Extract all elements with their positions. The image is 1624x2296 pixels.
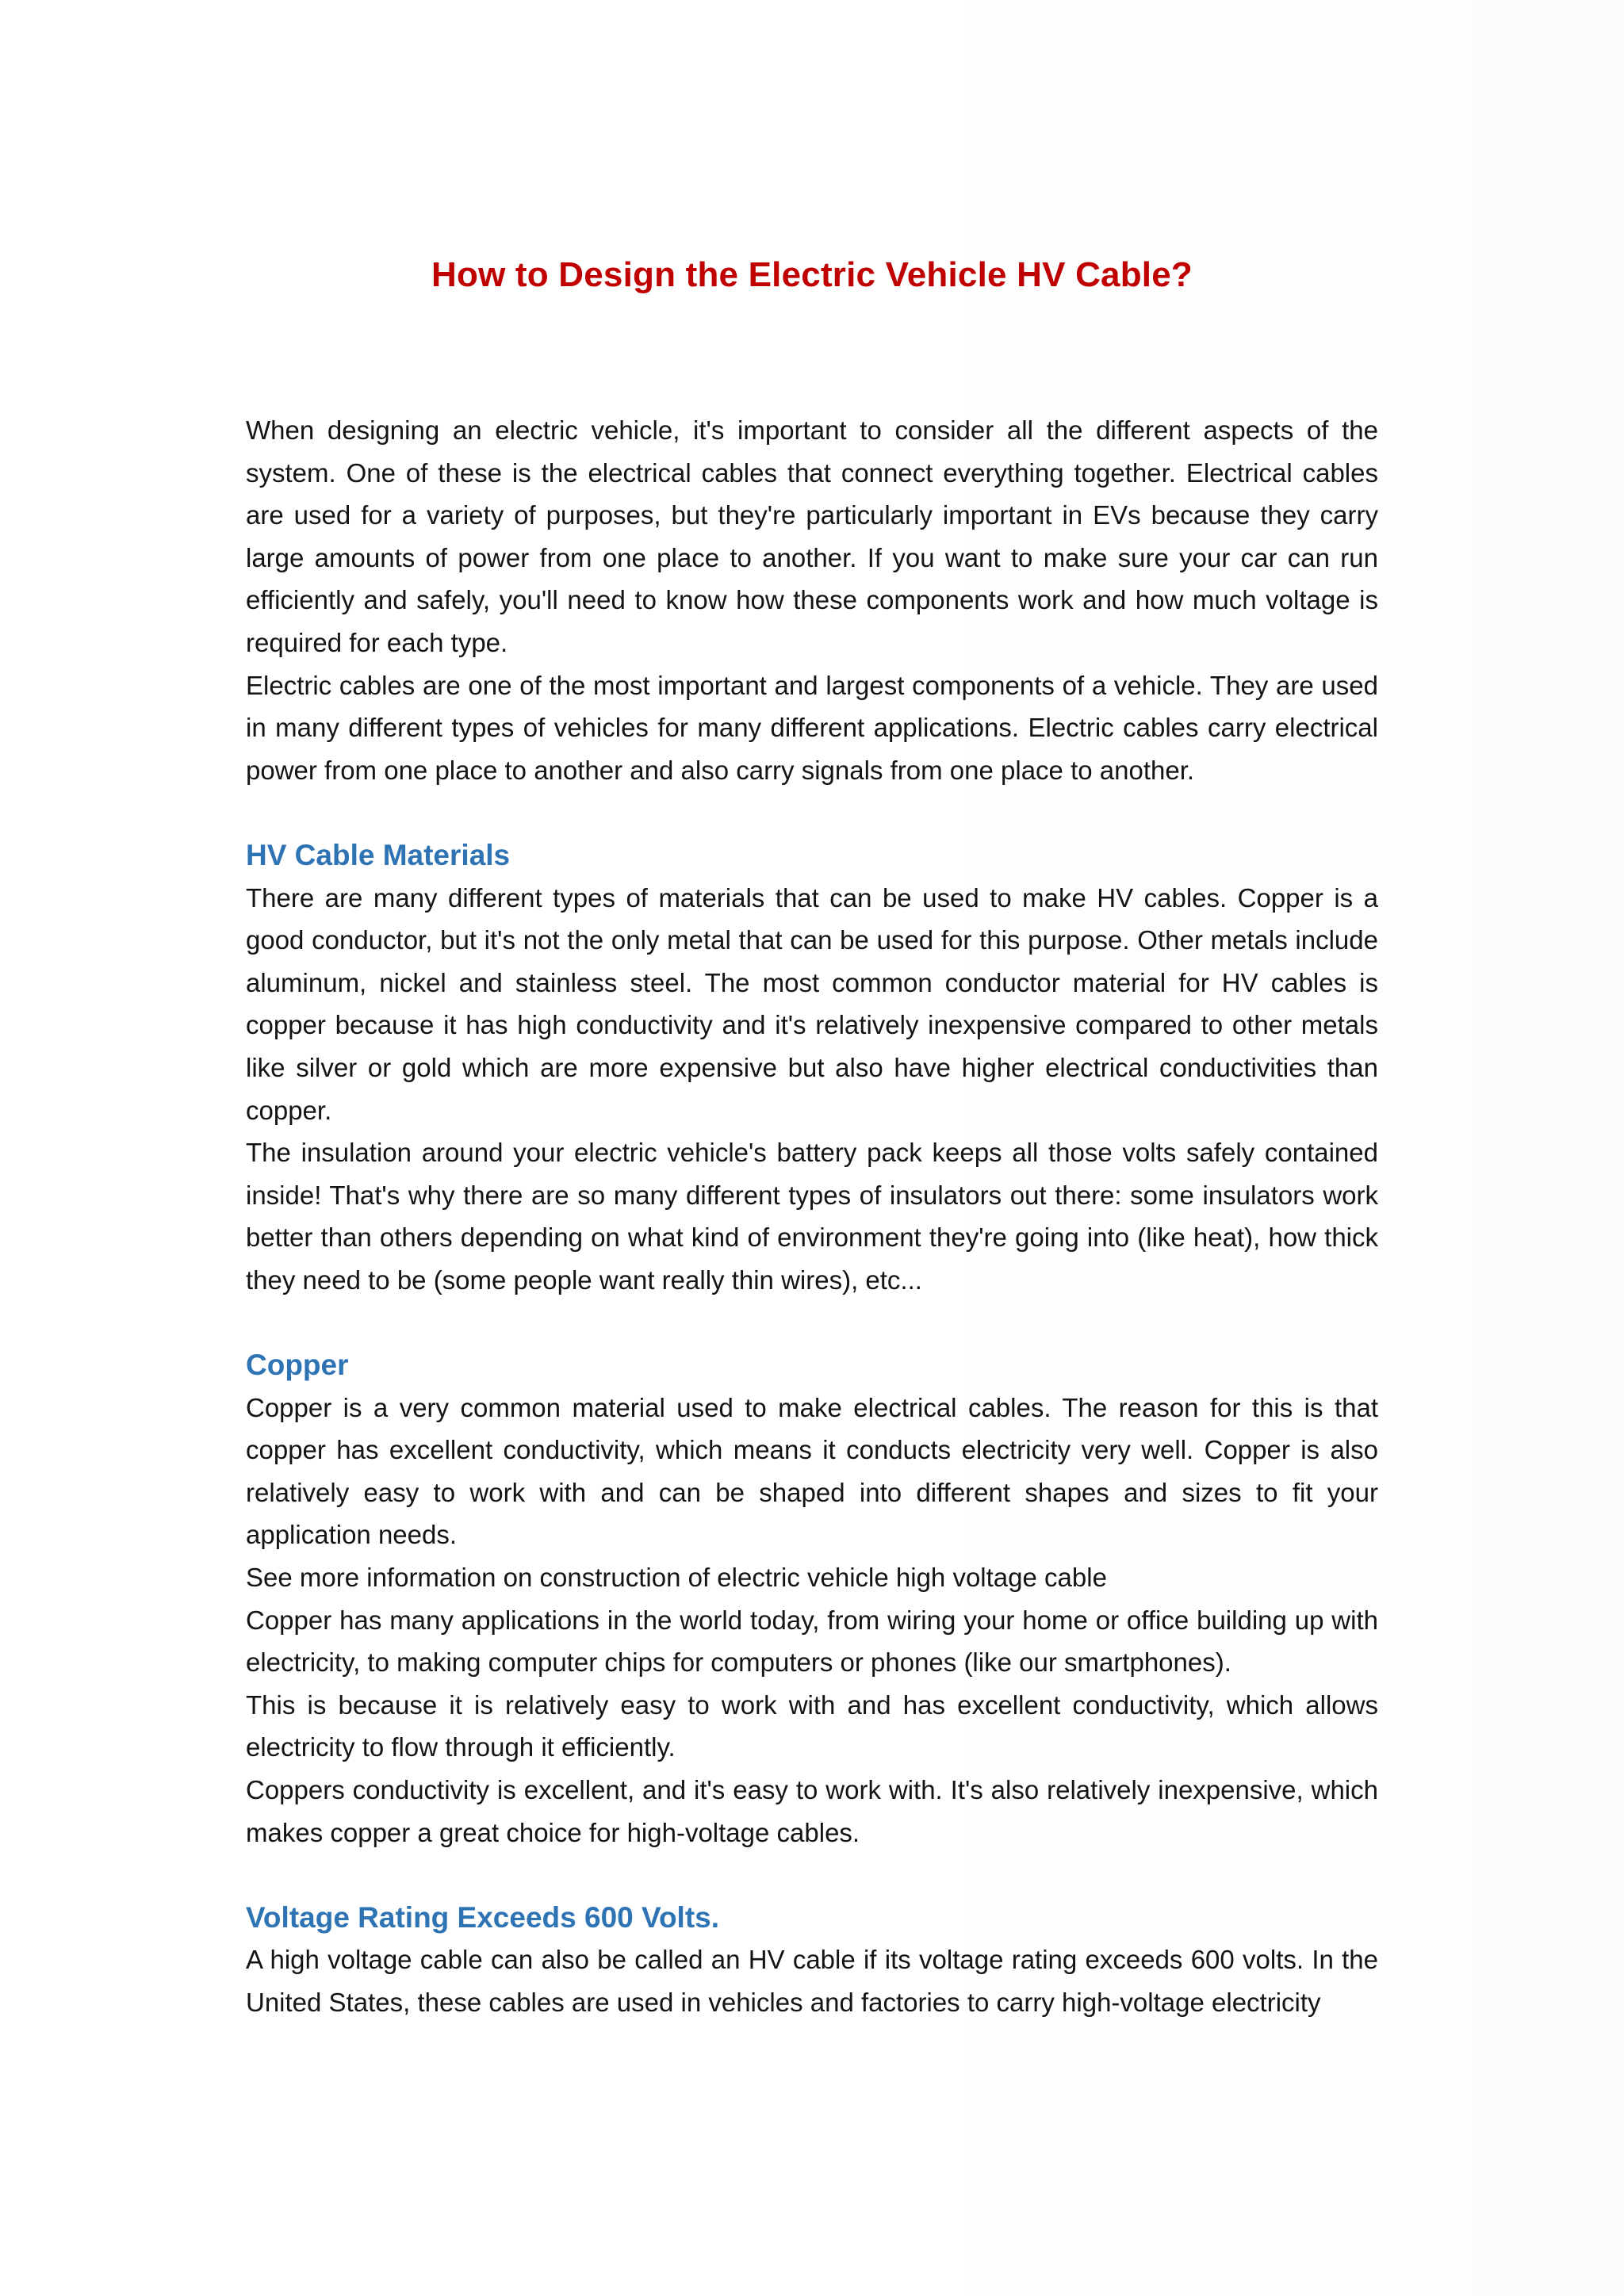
copper-paragraph-5: Coppers conductivity is excellent, and it's easy to work with. It's also relatively inexpensive, which makes copper a great choice for high-voltage cables. bbox=[246, 1775, 1378, 1847]
materials-paragraph-1: There are many different types of materials that can be used to make HV cables. Copper is a good conductor, but it's not the only metal that can be used for this purpose. Other metals include aluminum, nickel and stainless steel. The most common conductor material for HV cables is copper because it has high conductivity and it's relatively inexpensive compared to other metals like silver or gold which are more expensive but also have higher electrical conductivities than copper. bbox=[246, 882, 1378, 1125]
section-heading-hv-cable-materials: HV Cable Materials bbox=[246, 838, 511, 871]
intro-paragraph-1: When designing an electric vehicle, it's important to consider all the different aspects of the system. One of these is the electrical cables that connect everything together. Electrical cables are used for a variety of purposes, but they're particularly important in EVs because they carry large amounts of power from one place to another. If you want to make sure your car can run efficiently and safely, you'll need to know how these components work and how much voltage is required for each type. bbox=[246, 415, 1378, 657]
section-heading-voltage-rating: Voltage Rating Exceeds 600 Volts. bbox=[246, 1900, 720, 1934]
section-spacer bbox=[246, 1301, 1378, 1344]
copper-paragraph-4: This is because it is relatively easy to work with and has excellent conductivity, which allows electricity to flow through it efficiently. bbox=[246, 1689, 1378, 1762]
section-spacer bbox=[246, 1854, 1378, 1896]
section-heading-copper: Copper bbox=[246, 1349, 349, 1382]
document-body bbox=[246, 409, 1378, 2024]
section-spacer bbox=[246, 791, 1378, 834]
copper-paragraph-1: Copper is a very common material used to make electrical cables. The reason for this is that copper has excellent conductivity, which means it conducts electricity very well. Copper is also relatively easy to work with and can be shaped into different shapes and sizes to fit your application needs. bbox=[246, 1392, 1378, 1550]
document-title: How to Design the Electric Vehicle HV Cable? bbox=[431, 255, 1193, 294]
intro-paragraph-2: Electric cables are one of the most important and largest components of a vehicle. They are used in many different types of vehicles for many different applications. Electric cables carry electrical power from one place to another and also carry signals from one place to another. bbox=[246, 670, 1378, 785]
copper-paragraph-3: Copper has many applications in the world today, from wiring your home or office building up with electricity, to making computer chips for computers or phones (like our smartphones). bbox=[246, 1605, 1378, 1678]
copper-paragraph-2: See more information on construction of electric vehicle high voltage cable bbox=[246, 1563, 1107, 1593]
voltage-paragraph-1: A high voltage cable can also be called an HV cable if its voltage rating exceeds 600 volts. In the United States, these cables are used in vehicles and factories to carry high-voltage electricity bbox=[246, 1945, 1378, 2017]
materials-paragraph-2: The insulation around your electric vehicle's battery pack keeps all those volts safely contained inside! That's why there are so many different types of insulators out there: some insulators work better than others depending on what kind of environment they're going into (like heat), how thick they need to be (some people want really thin wires), etc... bbox=[246, 1138, 1378, 1295]
